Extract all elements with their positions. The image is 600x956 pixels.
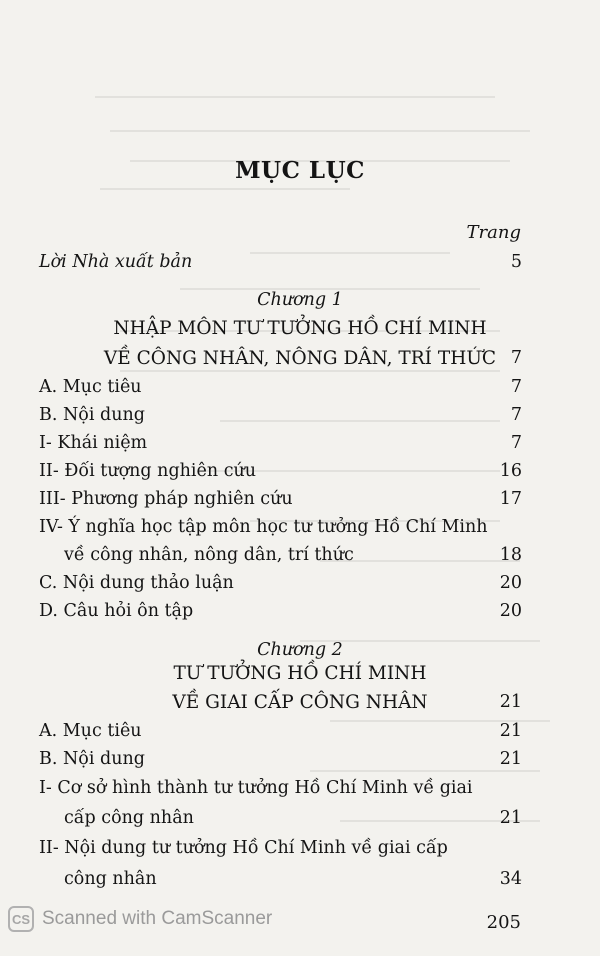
toc-entry-page: 34 <box>499 869 522 889</box>
toc-entry-page: 7 <box>510 348 522 368</box>
toc-entry-page: 21 <box>499 749 522 769</box>
toc-entry-page: 7 <box>510 377 522 397</box>
toc-entry-label: về công nhân, nông dân, trí thức <box>64 545 354 565</box>
chapter-heading: VỀ CÔNG NHÂN, NÔNG DÂN, TRÍ THỨC <box>103 348 497 369</box>
toc-entry-page: 7 <box>510 433 522 453</box>
chapter-heading: TƯ TƯỞNG HỒ CHÍ MINH <box>173 663 427 684</box>
toc-entry-label: II- Đối tượng nghiên cứu <box>39 461 257 481</box>
toc-entry-page: 7 <box>510 405 522 425</box>
toc-entry-page: 16 <box>499 461 522 481</box>
toc-entry-label: IV- Ý nghĩa học tập môn học tư tưởng Hồ Chí Minh <box>39 517 488 537</box>
chapter-heading: NHẬP MÔN TƯ TƯỞNG HỒ CHÍ MINH <box>113 318 487 339</box>
toc-entry-label: cấp công nhân <box>64 808 194 828</box>
scanner-watermark <box>8 906 272 932</box>
page-number: 205 <box>486 912 521 933</box>
toc-entry-label: I- Cơ sở hình thành tư tưởng Hồ Chí Minh về giai <box>39 778 473 798</box>
toc-entry-label: D. Câu hỏi ôn tập <box>39 601 194 621</box>
toc-entry-label: A. Mục tiêu <box>39 721 142 741</box>
toc-entry-label: A. Mục tiêu <box>39 377 142 397</box>
chapter-label: Chương 1 <box>257 290 343 310</box>
chapter-heading: VỀ GIAI CẤP CÔNG NHÂN <box>172 692 428 713</box>
toc-entry-label: B. Nội dung <box>39 405 145 425</box>
toc-entry-page: 17 <box>499 489 522 509</box>
toc-title: MỤC LỤC <box>235 157 365 184</box>
toc-entry-page: 20 <box>499 573 522 593</box>
page-column-header: Trang <box>466 222 521 243</box>
toc-entry-label: II- Nội dung tư tưởng Hồ Chí Minh về giai cấp <box>39 838 448 858</box>
toc-entry-page: 21 <box>499 808 522 828</box>
toc-entry-page: 21 <box>499 721 522 741</box>
chapter-label: Chương 2 <box>257 640 343 660</box>
camscanner-logo-icon: CS <box>8 906 34 932</box>
toc-entry-label: C. Nội dung thảo luận <box>39 573 234 593</box>
toc-entry-label: Lời Nhà xuất bản <box>39 252 193 272</box>
toc-entry-label: công nhân <box>64 869 157 889</box>
toc-entry-page: 21 <box>499 692 522 712</box>
toc-entry-label: III- Phương pháp nghiên cứu <box>39 489 293 509</box>
toc-entry-page: 5 <box>510 252 522 272</box>
scanner-watermark-text: Scanned with CamScanner <box>42 908 273 929</box>
toc-entry-page: 18 <box>499 545 522 565</box>
toc-entry-label: B. Nội dung <box>39 749 145 769</box>
toc-entry-label: I- Khái niệm <box>39 433 148 453</box>
toc-entry-page: 20 <box>499 601 522 621</box>
